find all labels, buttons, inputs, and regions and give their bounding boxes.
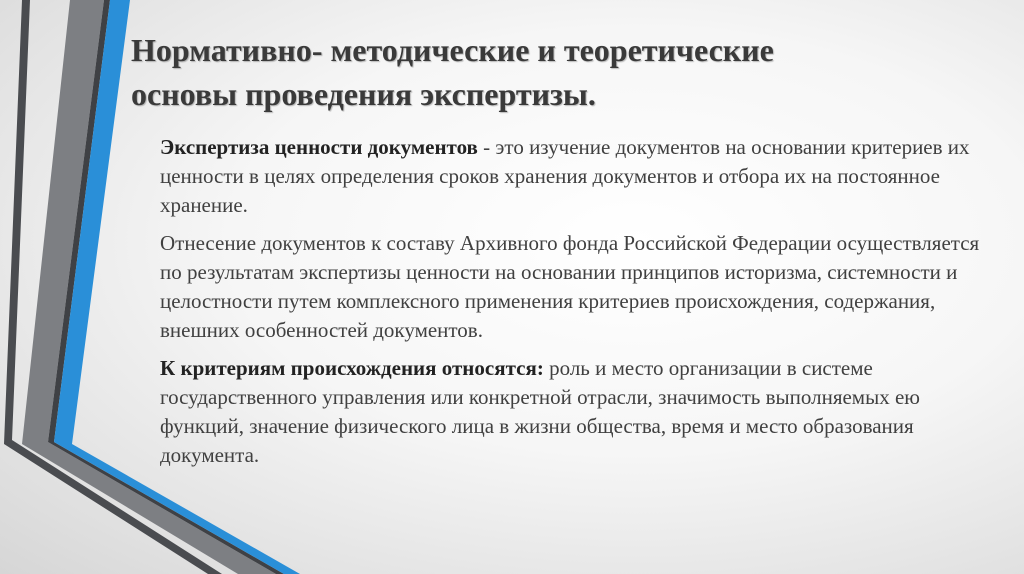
paragraph-origin-criteria [160,354,1000,470]
definition-term: Экспертиза ценности документов [160,135,478,159]
title-line-2: основы проведения экспертизы. [131,76,596,112]
slide-body [160,133,1000,479]
origin-criteria-text: роль и место организации в системе государственного управления или конкретной отрасли, значимость выполняемых ею функций, значение физического лица в жизни общества, время и место образования документа. [160,356,920,467]
paragraph-archive-fund [160,229,1000,345]
archive-fund-text: Отнесение документов к составу Архивного фонда Российской Федерации осуществляется по результатам экспертизы ценности на основании принципов историзма, системности и целостности путем комплексного применения критериев происхождения, содержания, внешних особенностей документов. [160,231,980,342]
origin-criteria-term: К критериям происхождения относятся: [160,356,544,380]
paragraph-definition [160,133,1000,220]
slide-title [131,28,991,116]
title-line-1: Нормативно- методические и теоретические [131,32,774,68]
definition-text: - это изучение документов на основании критериев их ценности в целях определения сроков хранения документов и отбора их на постоянное хранение. [160,135,970,217]
